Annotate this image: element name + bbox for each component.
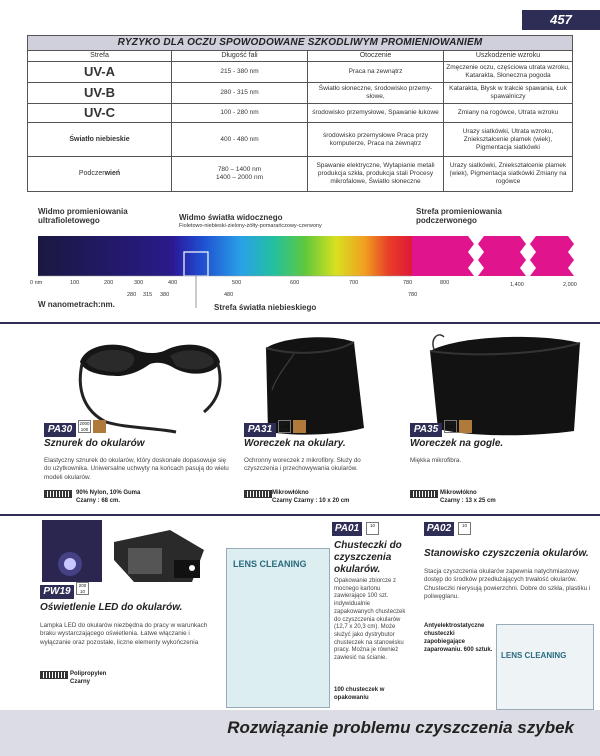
footer-slogan: Rozwiązanie problemu czyszczenia szybek (227, 718, 574, 737)
visible-band (174, 236, 412, 276)
material-text: 90% Nylon, 10% Guma Czarny : 68 cm. (76, 490, 141, 504)
uv-band (38, 236, 174, 276)
pack-qty-icon: 10 (366, 522, 379, 535)
header-env: Otoczenie (308, 50, 444, 62)
box-icon (93, 420, 106, 433)
product-description: Lampka LED do okularów niezbędna do pracy w warunkach braku wystarczającego oświetlenia. Łatwe włączanie i wyłączanie oraz pozostałe, liczne elementy wykończenia (40, 622, 208, 646)
material-icon (244, 490, 272, 498)
product-description: Elastyczny sznurek do okularów, który doskonale dopasowuje się do użytkownika. Uniwersalne uchwyty na końcach pasują do wielu modeli okularów. (44, 457, 229, 481)
section-divider (0, 322, 600, 324)
material-icon (44, 490, 72, 498)
product-description: Stacja czyszczenia okularów zapewnia natychmiastowy dostęp do środków przedłużających trwałość okularów. Chusteczki nierysują powierzchni. Dobre do szkła, plastiku i poliwęglanu. (424, 568, 591, 600)
product-title: Chusteczki do czyszczenia okularów. (334, 540, 402, 575)
product-title: Oświetlenie LED do okularów. (40, 602, 183, 613)
product-description: Ochronny woreczek z mikrofibry. Służy do czyszczenia i przechowywania okularów. (244, 457, 361, 473)
header-damage: Uszkodzenie wzroku (444, 50, 573, 62)
pack-qty-icon: 2000 100 (79, 421, 90, 432)
lens-wipes-box-image: LENS CLEANING (226, 548, 330, 708)
material-icon (40, 671, 68, 679)
radiation-risk-table (27, 35, 573, 192)
ir-label: Strefa promieniowania podczerwonego (416, 207, 502, 225)
visible-label: Widmo światła widocznego (179, 213, 283, 222)
table-row: UV-B 280 - 315 nm Światło słoneczne, środowisko przemy-słowe, Katarakta, Błysk w trakcie spawania, Łuk spawalniczy (28, 83, 573, 104)
uv-label: Widmo promieniowania ultrafioletowego (38, 207, 128, 225)
product-description: Miękka mikrofibra. (410, 457, 462, 464)
product-code-badge: PA30 (44, 423, 76, 437)
pack-qty-icon: 200 10 (76, 582, 89, 595)
material-text: Mikrowłókno Czarny Czarny : 10 x 20 cm (272, 490, 350, 504)
table-row: UV-C 100 - 280 nm środowisko przemysłowe, Spawanie łukowe Zmiany na rogówce, Utrata wzroku (28, 104, 573, 123)
product-code-badge: PA02 (424, 522, 454, 536)
product-code-badge: PW19 (40, 585, 74, 599)
header-zone: Strefa (28, 50, 172, 62)
material-icon (410, 490, 438, 498)
product-title: Stanowisko czyszczenia okularów. (424, 548, 589, 559)
table-row: UV-A 215 - 380 nm Praca na zewnątrz Zmęczenie oczu, częściowa utrata wzroku, Katarakta, Słoneczna pogoda (28, 62, 573, 83)
table-title: RYZYKO DLA OCZU SPOWODOWANE SZKODLIWYM PROMIENIOWANIEM (28, 36, 573, 51)
box-icon (459, 420, 472, 433)
table-row: Podczerwień 780 – 1400 nm 1400 – 2000 nm Spawanie elektryczne, Wytapianie metali produkcja szkła, produkcja stali Procesy mikrofalowe, Światło słoneczne Urazy siatkówki, Zniekształcenie plamek (wiek), Pigmentacja siatkówki Zmiany na rogówce (28, 157, 573, 192)
pack-qty-icon: 1000 100 (445, 421, 456, 432)
material-text: 100 chusteczek w opakowaniu (334, 687, 385, 701)
product-title: Sznurek do okularów (44, 438, 145, 449)
visible-sub-label: Fioletowo-niebieski-zielony-żółty-pomarańczowy-czerwony (179, 223, 322, 229)
material-text: Polipropylen Czarny (70, 671, 107, 685)
blue-zone-label: Strefa światła niebieskiego (214, 303, 317, 312)
product-code-badge: PA31 (244, 423, 276, 437)
product-code-badge: PA35 (410, 423, 442, 437)
led-light-image (42, 520, 222, 590)
spectrum-diagram (0, 228, 600, 308)
cleaning-station-image: LENS CLEANING (496, 624, 594, 710)
unit-label: W nanometrach:nm. (38, 300, 115, 309)
material-text: Mikrowłókno Czarny : 13 x 25 cm (440, 490, 496, 504)
glasses-pouch-image (254, 328, 374, 438)
product-description: Opakowanie zbiorcze z mocnego kartonu zawierające 100 szt. indywidualnie zapakowanych chusteczek do czyszczenia okularów (12,7 x 20,3 cm). Może służyć jako dystrybutor chusteczek na stanowisku pracy. Można je również zawiesić na ścianie. (334, 578, 406, 662)
table-row: Światło niebieskie 400 - 480 nm środowisko przemysłowe Praca przy komputerze, Praca na zewnątrz Urazy siatkówki, Utrata wzroku, Zniekształcenie plamek (wiek), Pigmentacja siatkówki (28, 122, 573, 157)
header-wave: Długość fali (172, 50, 308, 62)
product-note: Antyelektrostatyczne chusteczki zapobiegające zaparowaniu. 600 sztuk. (424, 623, 493, 653)
page-number: 457 (522, 10, 600, 30)
product-title: Woreczek na gogle. (410, 438, 504, 449)
pack-qty-icon: 2000 100 (279, 421, 290, 432)
pack-qty-icon: 10 (458, 522, 471, 535)
box-icon (293, 420, 306, 433)
section-divider (0, 514, 600, 516)
ir-band (412, 236, 574, 276)
product-title: Woreczek na okulary. (244, 438, 346, 449)
product-code-badge: PA01 (332, 522, 362, 536)
